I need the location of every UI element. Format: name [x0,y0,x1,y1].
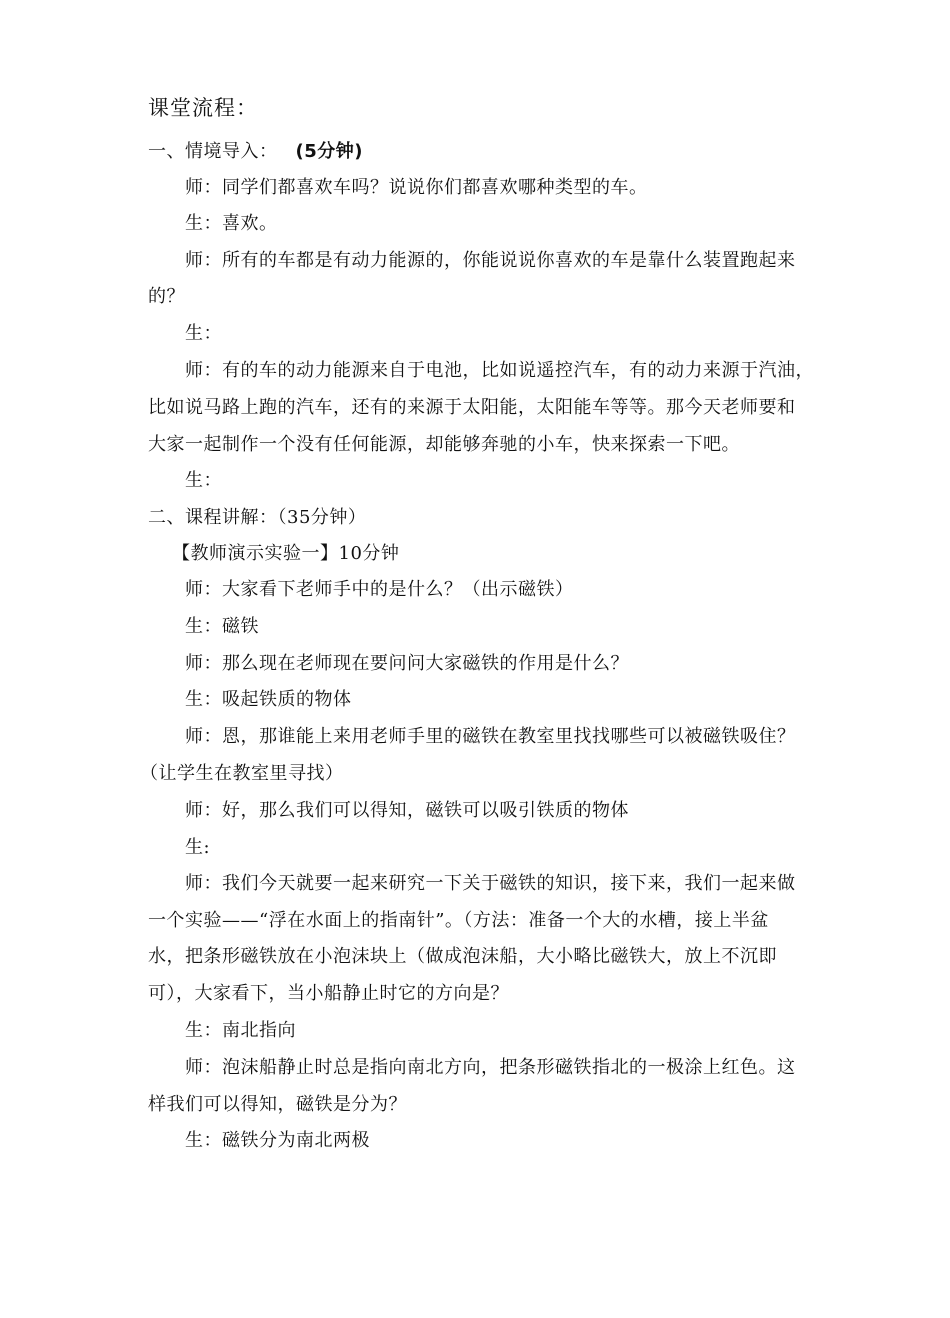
dialogue-line: 师：我们今天就要一起来研究一下关于磁铁的知识，接下来，我们一起来做 [185,873,796,894]
dialogue-line-continued: 可），大家看下，当小船静止时它的方向是？ [148,983,509,1004]
dialogue-line-continued: 样我们可以得知，磁铁是分为？ [148,1094,407,1115]
dialogue-line: 师：同学们都喜欢车吗？说说你们都喜欢哪种类型的车。 [185,177,648,198]
dialogue-line: 生：吸起铁质的物体 [185,689,352,710]
dialogue-line: 生： [185,470,222,491]
dialogue-line: 师：泡沫船静止时总是指向南北方向，把条形磁铁指北的一极涂上红色。这 [185,1057,796,1078]
dialogue-line: 师：有的车的动力能源来自于电池，比如说遥控汽车，有的动力来源于汽油， [185,360,814,381]
experiment-heading: 【教师演示实验一】10分钟 [172,543,400,564]
dialogue-line: 生：磁铁分为南北两极 [185,1130,370,1151]
dialogue-line: 师：大家看下老师手中的是什么？（出示磁铁） [185,579,574,600]
dialogue-line-continued: 水，把条形磁铁放在小泡沫块上（做成泡沫船，大小略比磁铁大，放上不沉即 [148,946,777,967]
dialogue-line-continued: （让学生在教室里寻找） [140,763,344,784]
dialogue-line: 师：所有的车都是有动力能源的，你能说说你喜欢的车是靠什么装置跑起来 [185,250,796,271]
dialogue-line: 师：那么现在老师现在要问问大家磁铁的作用是什么？ [185,653,629,674]
section-1-label: 一、情境导入： [148,141,278,162]
dialogue-line-continued: 大家一起制作一个没有任何能源，却能够奔驰的小车，快来探索一下吧。 [148,434,740,455]
dialogue-line: 生：磁铁 [185,616,259,637]
page-heading: 课堂流程： [148,96,258,120]
section-heading-2: 二、课程讲解：（35分钟） [148,507,367,528]
dialogue-line: 生：南北指向 [185,1020,296,1041]
dialogue-line-continued: 一个实验——“浮在水面上的指南针”。（方法：准备一个大的水槽，接上半盆 [148,910,769,931]
dialogue-line: 师：好，那么我们可以得知，磁铁可以吸引铁质的物体 [185,800,629,821]
dialogue-line-continued: 的？ [148,286,185,307]
dialogue-line-continued: 比如说马路上跑的汽车，还有的来源于太阳能，太阳能车等等。那今天老师要和 [148,397,796,418]
dialogue-line: 生： [185,323,222,344]
section-heading-1 [148,140,363,164]
dialogue-line: 生：喜欢。 [185,213,278,234]
dialogue-line: 生: [185,837,211,858]
dialogue-line: 师：恩，那谁能上来用老师手里的磁铁在教室里找找哪些可以被磁铁吸住？ [185,726,796,747]
section-1-time: (5分钟) [295,141,363,162]
